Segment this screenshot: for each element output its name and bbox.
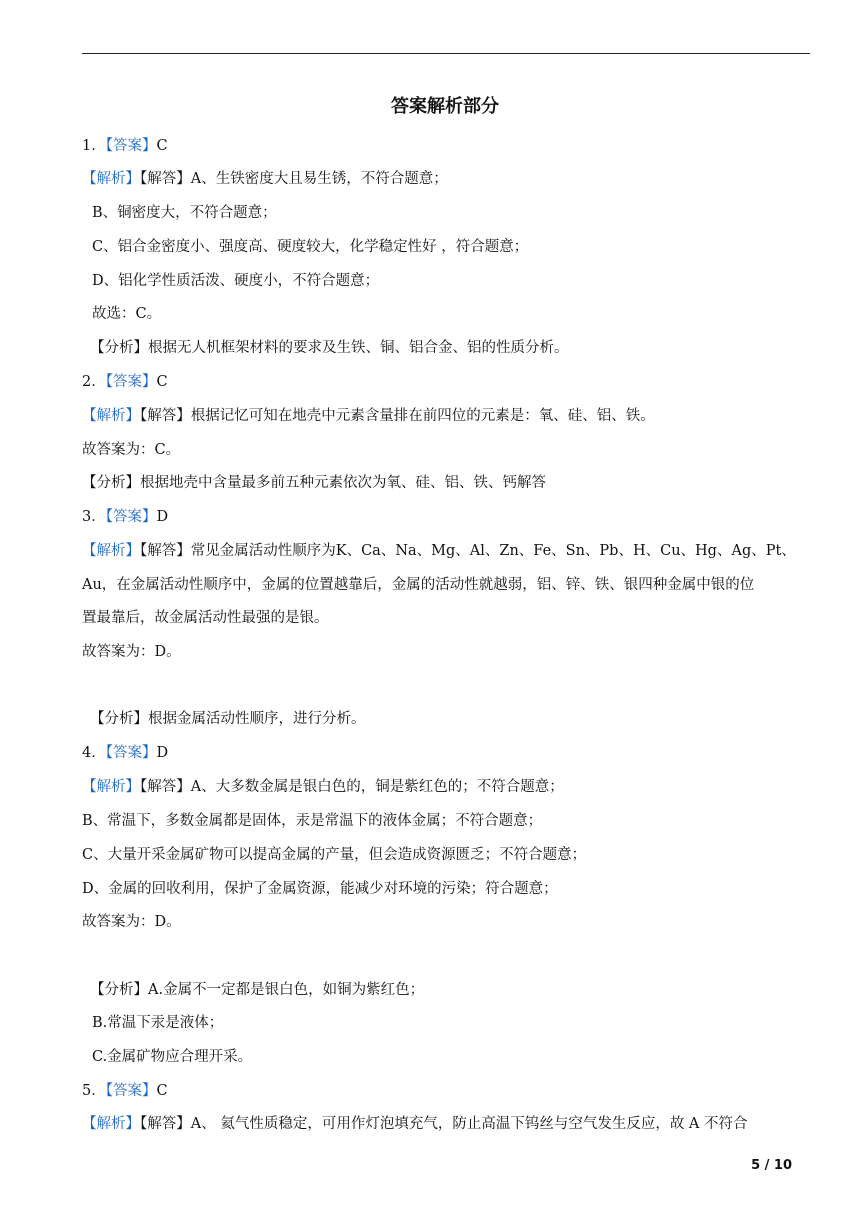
answer-label: 【答案】: [105, 1083, 157, 1099]
text-line: [82, 879, 812, 899]
page-title: 答案解析部分: [391, 96, 499, 117]
answer-label: 【答案】: [105, 745, 157, 761]
header-rule: [82, 53, 810, 54]
text-line: [82, 777, 812, 797]
text-line: [82, 541, 812, 561]
text-line: [82, 912, 812, 932]
question-number: 2．: [82, 374, 106, 390]
line-text: C.金属矿物应合理开采。: [92, 1049, 253, 1065]
line-text: 故答案为：D。: [82, 644, 181, 660]
line-text: 【分析】A.金属不一定都是银白色，如铜为紫红色；: [90, 982, 425, 998]
line-text: C: [156, 138, 168, 154]
text-line: [82, 811, 812, 831]
line-text: 故选：C。: [92, 306, 162, 322]
line-text: 【解答】根据记忆可知在地壳中元素含量排在前四位的元素是：氧、硅、铝、铁。: [140, 408, 655, 424]
line-text: C、大量开采金属矿物可以提高金属的产量，但会造成资源匮乏；不符合题意；: [82, 847, 587, 863]
answer-label: 【解析】: [82, 1116, 140, 1132]
line-text: D: [156, 745, 169, 761]
page-number: 5 / 10: [751, 1158, 792, 1173]
text-line: [82, 575, 812, 595]
line-text: C: [156, 374, 168, 390]
text-line: [82, 338, 820, 358]
answer-label: 【答案】: [105, 509, 157, 525]
text-line: [82, 304, 822, 324]
line-text: 【解答】A、 氦气性质稳定，可用作灯泡填充气，防止高温下钨丝与空气发生反应，故 A 不符合: [140, 1116, 748, 1132]
text-line: [82, 980, 820, 1000]
answer-label: 【答案】: [105, 138, 157, 154]
text-line: [82, 271, 822, 291]
text-line: [82, 642, 812, 662]
line-text: B.常温下汞是液体；: [92, 1015, 224, 1031]
text-line: [82, 237, 822, 257]
line-text: C: [156, 1083, 168, 1099]
line-text: 故答案为：D。: [82, 914, 181, 930]
question-number: 4．: [82, 745, 106, 761]
line-text: 【分析】根据无人机框架材料的要求及生铁、铜、铝合金、铝的性质分析。: [90, 340, 569, 356]
text-line: [82, 169, 812, 189]
question-number: 1．: [82, 138, 106, 154]
answer-label: 【解析】: [82, 779, 140, 795]
text-line: [82, 1081, 812, 1101]
line-text: B、常温下，多数金属都是固体，汞是常温下的液体金属；不符合题意；: [82, 813, 543, 829]
question-number: 5．: [82, 1083, 106, 1099]
line-text: 置最靠后，故金属活动性最强的是银。: [82, 610, 329, 626]
text-line: [82, 608, 812, 628]
line-text: Au，在金属活动性顺序中，金属的位置越靠后，金属的活动性就越弱，铝、锌、铁、银四种金属中银的位: [82, 577, 755, 593]
line-text: D、铝化学性质活泼、硬度小，不符合题意；: [92, 273, 380, 289]
line-text: C、铝合金密度小、强度高、硬度较大，化学稳定性好 ，符合题意；: [92, 239, 529, 255]
line-text: 【分析】根据地壳中含量最多前五种元素依次为氧、硅、铝、铁、钙解答: [82, 475, 546, 491]
text-line: [82, 1047, 822, 1067]
text-line: [82, 203, 822, 223]
text-line: [82, 845, 812, 865]
line-text: D、金属的回收利用，保护了金属资源，能减少对环境的污染；符合题意；: [82, 881, 558, 897]
text-line: [82, 709, 820, 729]
line-text: D: [156, 509, 169, 525]
text-line: [82, 743, 812, 763]
text-line: [82, 1114, 812, 1134]
text-line: [82, 372, 812, 392]
answer-label: 【答案】: [105, 374, 157, 390]
question-number: 3．: [82, 509, 106, 525]
line-text: 【分析】根据金属活动性顺序，进行分析。: [90, 711, 366, 727]
line-text: 【解答】A、大多数金属是银白色的，铜是紫红色的；不符合题意；: [140, 779, 564, 795]
line-text: 【解答】常见金属活动性顺序为K、Ca、Na、Mg、Al、Zn、Fe、Sn、Pb、H、Cu、Hg、Ag、Pt、: [140, 543, 796, 559]
text-line: [82, 507, 812, 527]
text-line: [82, 1013, 822, 1033]
text-line: [82, 440, 812, 460]
text-line: [82, 136, 812, 156]
text-line: [82, 406, 812, 426]
line-text: B、铜密度大，不符合题意；: [92, 205, 277, 221]
line-text: 故答案为：C。: [82, 442, 181, 458]
answer-label: 【解析】: [82, 171, 140, 187]
line-text: 【解答】A、生铁密度大且易生锈，不符合题意；: [140, 171, 448, 187]
answer-label: 【解析】: [82, 408, 140, 424]
text-line: [82, 473, 812, 493]
answer-label: 【解析】: [82, 543, 140, 559]
